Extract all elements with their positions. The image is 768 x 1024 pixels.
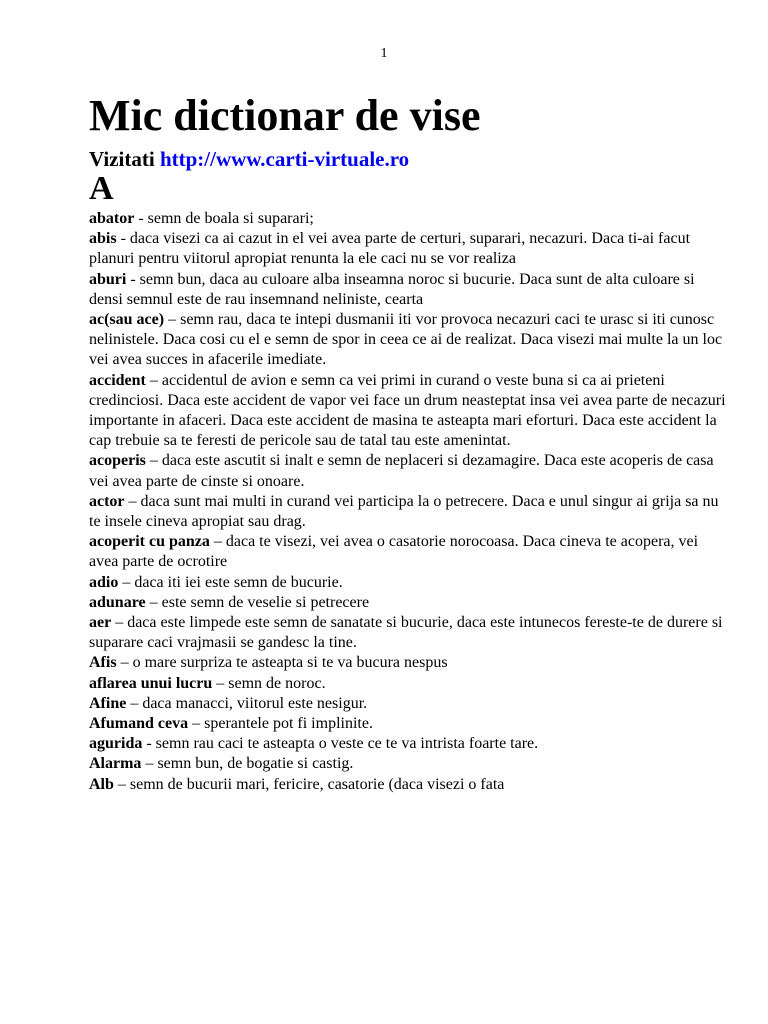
entry-term: Alarma: [89, 755, 142, 773]
entry-term: ac(sau ace): [89, 311, 165, 329]
entry-term: Afis: [89, 654, 117, 672]
dictionary-entry: [89, 451, 729, 491]
entry-definition: – semn de noroc.: [212, 674, 326, 692]
document-title: Mic dictionar de vise: [89, 91, 481, 140]
visit-line: [89, 146, 729, 172]
entry-definition: – semn bun, de bogatie si castig.: [141, 755, 354, 773]
dictionary-entry: [89, 270, 729, 310]
dictionary-entry: [89, 694, 729, 714]
visit-label: Vizitati: [89, 147, 155, 171]
entry-term: Alb: [89, 775, 114, 793]
entry-definition: - semn rau caci te asteapta o veste ce te va intrista foarte tare.: [142, 735, 539, 753]
dictionary-entry: [89, 754, 729, 774]
website-link[interactable]: http://www.carti-virtuale.ro: [159, 147, 410, 171]
entry-definition: – daca este limpede este semn de sanatate si bucurie, daca este intunecos fereste-te de durere si suparare caci vrajmasii se gandesc la tine.: [89, 614, 723, 652]
entry-definition: – daca este ascutit si inalt e semn de neplaceri si dezamagire. Daca este acoperis de casa vei avea parte de cinste si onoare.: [89, 452, 714, 490]
entry-term: abator: [89, 210, 135, 227]
document-body: [89, 86, 729, 795]
entry-definition: – sperantele pot fi implinite.: [188, 715, 373, 733]
dictionary-entry: [89, 492, 729, 532]
entry-definition: – semn de bucurii mari, fericire, casatorie (daca visezi o fata: [113, 775, 505, 793]
entry-definition: – semn rau, daca te intepi dusmanii iti vor provoca necazuri caci te urasc si iti cunosc nelinistele. Daca cosi cu el e semn de spor in ceea ce ai de realizat. Daca visezi mai multe la un loc vei avea succes in afacerile imediate.: [89, 311, 723, 369]
dictionary-entry: [89, 209, 729, 229]
dictionary-entry: [89, 714, 729, 734]
entry-definition: – daca iti iei este semn de bucurie.: [118, 573, 343, 591]
entry-term: abis: [89, 230, 117, 248]
dictionary-entry: [89, 229, 729, 269]
entry-definition: - semn de boala si suparari;: [134, 210, 314, 227]
dictionary-entry: [89, 532, 729, 572]
entry-term: Afumand ceva: [89, 715, 189, 733]
entry-term: accident: [89, 371, 146, 389]
entry-term: adunare: [89, 593, 146, 611]
dictionary-entry: [89, 310, 729, 371]
section-letter: A: [89, 170, 114, 207]
page-number: 1: [380, 46, 388, 61]
dictionary-entry: [89, 734, 729, 754]
entry-definition: - semn bun, daca au culoare alba inseamna noroc si bucurie. Daca sunt de alta culoare si densi semnul este de rau insemnand neliniste, cearta: [89, 270, 695, 308]
entry-term: acoperis: [89, 452, 146, 470]
entry-definition: – este semn de veselie si petrecere: [145, 593, 370, 611]
dictionary-entry: [89, 371, 729, 452]
entry-term: aflarea unui lucru: [89, 674, 213, 692]
entry-term: actor: [89, 492, 125, 510]
dictionary-entry: [89, 573, 729, 593]
entry-term: aburi: [89, 270, 127, 288]
dictionary-entry: [89, 593, 729, 613]
entry-definition: – accidentul de avion e semn ca vei primi in curand o veste buna si ca ai prieteni credinciosi. Daca este accident de vapor vei face un drum neasteptat insa vei avea parte de necazuri importante in afaceri. Daca este accident de masina te asteapta mari eforturi. Daca este accident la cap trebuie sa te feresti de pericole sau de tatal tau este amenintat.: [89, 371, 726, 450]
entry-term: agurida: [89, 735, 143, 753]
entry-definition: – daca sunt mai multi in curand vei participa la o petrecere. Daca e unul singur ai grija sa nu te insele cineva apropiat sau drag.: [89, 492, 719, 531]
dictionary-entry: [89, 775, 729, 795]
dictionary-entry: [89, 613, 729, 653]
entry-term: acoperit cu panza: [89, 533, 210, 551]
dictionary-entries: [89, 209, 729, 795]
entry-term: aer: [89, 614, 112, 632]
entry-term: Afine: [89, 694, 127, 712]
entry-term: adio: [89, 573, 119, 591]
entry-definition: - daca visezi ca ai cazut in el vei avea parte de certuri, suparari, necazuri. Daca ti-ai facut planuri pentru viitorul apropiat renunta la ele caci nu se vor realiza: [89, 230, 691, 268]
entry-definition: – daca te visezi, vei avea o casatorie norocoasa. Daca cineva te acopera, vei avea parte de ocrotire: [89, 533, 699, 571]
dictionary-entry: [89, 674, 729, 694]
dictionary-entry: [89, 653, 729, 673]
entry-definition: – o mare surpriza te asteapta si te va bucura nespus: [116, 654, 448, 672]
entry-definition: – daca manacci, viitorul este nesigur.: [126, 694, 368, 712]
